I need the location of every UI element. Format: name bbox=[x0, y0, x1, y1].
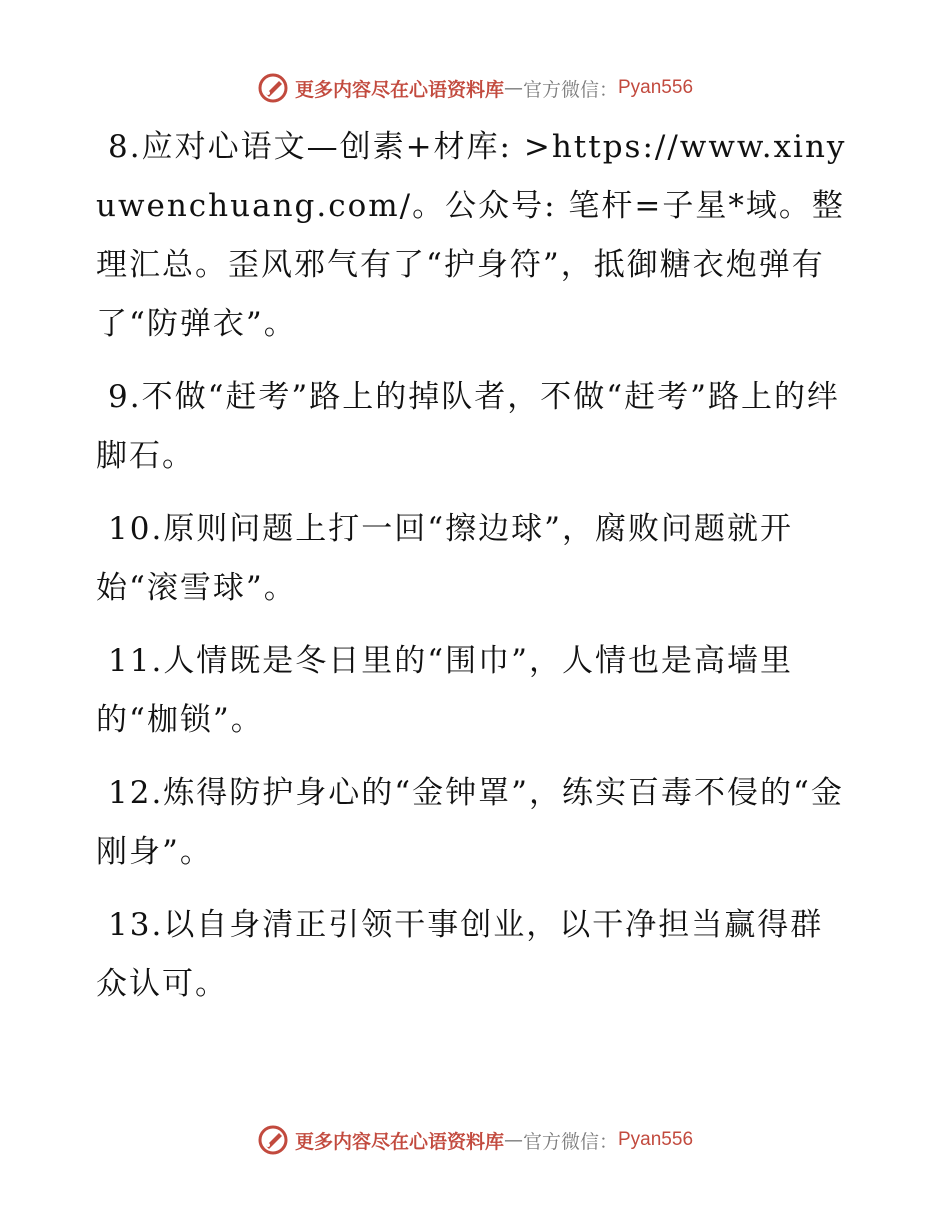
header-site-text: 更多内容尽在心语资料库 bbox=[294, 78, 504, 101]
item-text: 人情既是冬日里的“围巾”，人情也是高墙里的“枷锁”。 bbox=[96, 643, 794, 738]
item-number: 13. bbox=[108, 907, 164, 943]
item-number: 11. bbox=[108, 643, 164, 679]
list-item bbox=[96, 632, 856, 750]
item-text: 不做“赶考”路上的掉队者，不做“赶考”路上的绊脚石。 bbox=[96, 379, 840, 474]
brand-logo-icon bbox=[257, 72, 289, 104]
list-item bbox=[96, 118, 856, 354]
header-wechat-id: Pyan556 bbox=[618, 77, 694, 98]
header-banner bbox=[0, 68, 950, 108]
item-number: 8. bbox=[108, 129, 142, 165]
item-number: 9. bbox=[108, 379, 142, 415]
item-text: 以自身清正引领干事创业，以干净担当赢得群众认可。 bbox=[96, 907, 824, 1002]
item-text: 应对心语文—创素+材库: >https://www.xinyuwenchuang.com/。公众号: 笔杆=子星*域。整理汇总。歪风邪气有了“护身符”，抵御糖衣炮弹有了“防弹衣”。 bbox=[96, 129, 847, 342]
header-dash: — bbox=[503, 77, 523, 99]
item-text: 原则问题上打一回“擦边球”，腐败问题就开始“滚雪球”。 bbox=[96, 511, 794, 606]
list-item bbox=[96, 896, 856, 1014]
footer-wechat-id: Pyan556 bbox=[618, 1129, 694, 1150]
brand-logo-icon bbox=[257, 1124, 289, 1156]
item-number: 10. bbox=[108, 511, 164, 547]
footer-site-text: 更多内容尽在心语资料库 bbox=[294, 1130, 504, 1153]
item-text: 炼得防护身心的“金钟罩”，练实百毒不侵的“金刚身”。 bbox=[96, 775, 844, 870]
document-body bbox=[96, 118, 856, 1028]
footer-wechat-text: 官方微信： bbox=[522, 1130, 618, 1153]
list-item bbox=[96, 368, 856, 486]
list-item bbox=[96, 764, 856, 882]
footer-banner bbox=[0, 1120, 950, 1160]
item-number: 12. bbox=[108, 775, 164, 811]
footer-dash: — bbox=[503, 1129, 523, 1151]
header-wechat-text: 官方微信： bbox=[522, 78, 618, 101]
list-item bbox=[96, 500, 856, 618]
